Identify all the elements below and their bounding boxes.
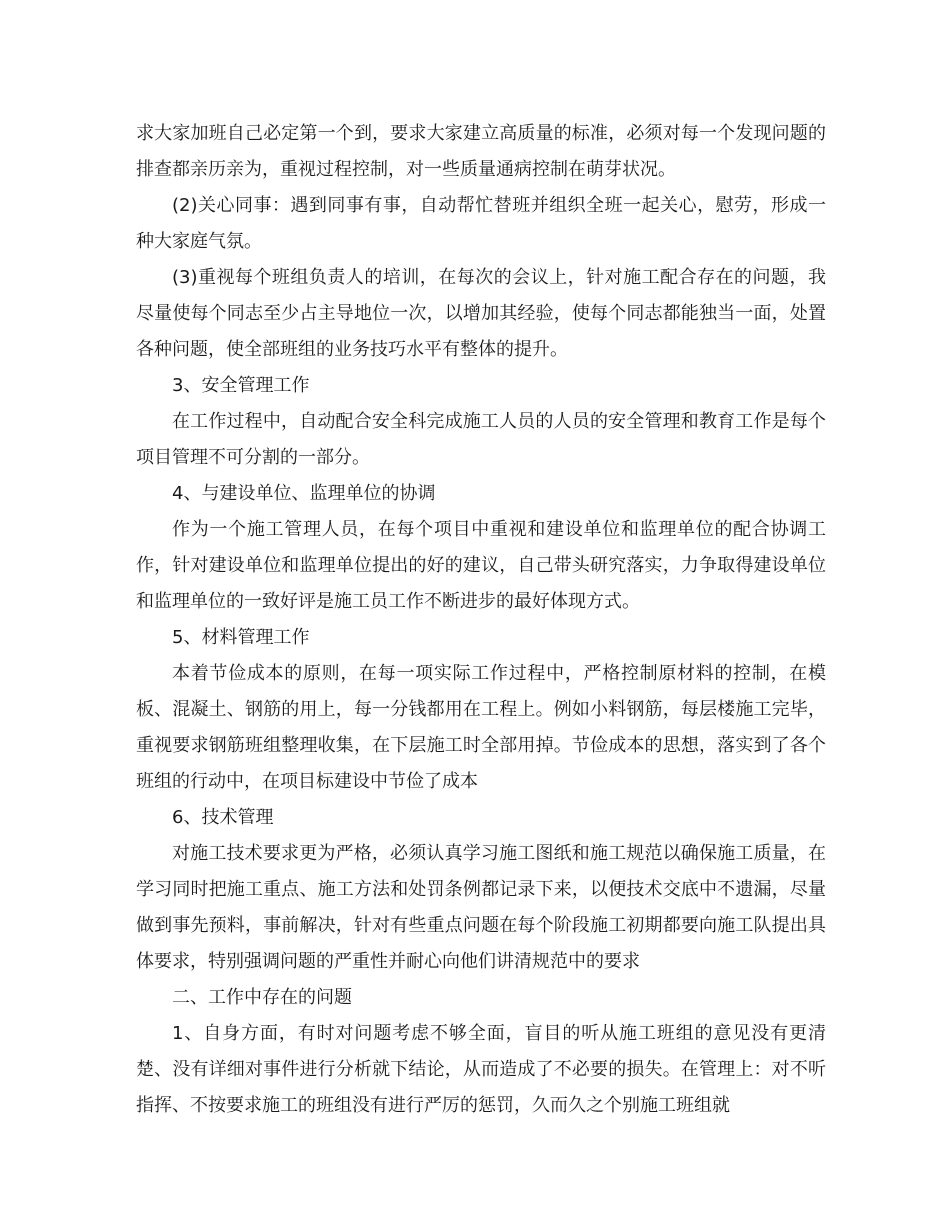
paragraph-continuation: 求大家加班自己必定第一个到，要求大家建立高质量的标准，必须对每一个发现问题的排查都亲历亲为，重视过程控制，对一些质量通病控制在萌芽状况。	[136, 123, 826, 180]
heading-safety-management: 3、安全管理工作	[172, 375, 310, 396]
paragraph-care-colleagues: (2)关心同事：遇到同事有事，自动帮忙替班并组织全班一起关心，慰劳，形成一种大家庭气氛。	[136, 195, 826, 252]
document-body	[136, 116, 826, 1124]
paragraph-coordination: 作为一个施工管理人员，在每个项目中重视和建设单位和监理单位的配合协调工作，针对建设单位和监理单位提出的好的建议，自己带头研究落实，力争取得建设单位和监理单位的一致好评是施工员工作不断进步的最好体现方式。	[136, 519, 826, 612]
paragraph-technical-management: 对施工技术要求更为严格，必须认真学习施工图纸和施工规范以确保施工质量，在学习同时把施工重点、施工方法和处罚条例都记录下来，以便技术交底中不遗漏，尽量做到事先预料，事前解决，针对有些重点问题在每个阶段施工初期都要向施工队提出具体要求，特别强调问题的严重性并耐心向他们讲清规范中的要求	[136, 843, 826, 972]
paragraph-self-problems: 1、自身方面，有时对问题考虑不够全面，盲目的听从施工班组的意见没有更清楚、没有详细对事件进行分析就下结论，从而造成了不必要的损失。在管理上：对不听指挥、不按要求施工的班组没有进行严厉的惩罚，久而久之个别施工班组就	[136, 1023, 826, 1116]
paragraph-safety-management: 在工作过程中，自动配合安全科完成施工人员的人员的安全管理和教育工作是每个项目管理不可分割的一部分。	[136, 411, 826, 468]
paragraph-material-management: 本着节俭成本的原则，在每一项实际工作过程中，严格控制原材料的控制，在模板、混凝土、钢筋的用上，每一分钱都用在工程上。例如小料钢筋，每层楼施工完毕，重视要求钢筋班组整理收集，在下层施工时全部用掉。节俭成本的思想，落实到了各个班组的行动中，在项目标建设中节俭了成本	[136, 663, 826, 792]
heading-material-management: 5、材料管理工作	[172, 627, 310, 648]
heading-coordination: 4、与建设单位、监理单位的协调	[172, 483, 436, 504]
heading-technical-management: 6、技术管理	[172, 807, 274, 828]
paragraph-team-training: (3)重视每个班组负责人的培训，在每次的会议上，针对施工配合存在的问题，我尽量使每个同志至少占主导地位一次，以增加其经验，使每个同志都能独当一面，处置各种问题，使全部班组的业务技巧水平有整体的提升。	[136, 267, 826, 360]
heading-problems: 二、工作中存在的问题	[172, 987, 352, 1008]
